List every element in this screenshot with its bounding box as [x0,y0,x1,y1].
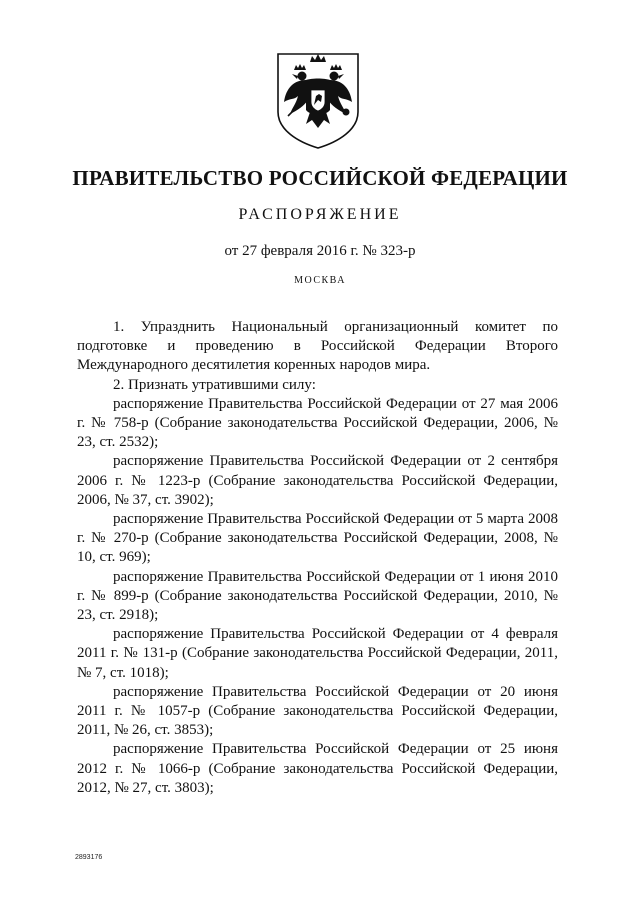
paragraph-revoked-2012-1066: распоряжение Правительства Российской Федерации от 25 июня 2012 г. № 1066-р (Собрание законодательства Российской Федерации, 2012, № 27, ст. 3803); [77,741,558,796]
paragraph-item-1: 1. Упразднить Национальный организационный комитет по подготовке и проведению в Российской Федерации Второго Международного десятилетия коренных народов мира. [77,319,558,374]
paragraph-revoked-2006-1223: распоряжение Правительства Российской Федерации от 2 сентября 2006 г. № 1223-р (Собрание законодательства Российской Федерации, 2006, № 37, ст. 3902); [77,453,558,508]
paragraph-revoked-2006-758: распоряжение Правительства Российской Федерации от 27 мая 2006 г. № 758-р (Собрание законодательства Российской Федерации, 2006, № 23, ст. 2532); [77,395,558,451]
paragraph-revoked-2011-131: распоряжение Правительства Российской Федерации от 4 февраля 2011 г. № 131-р (Собрание законодательства Российской Федерации, 2011, № 7, ст. 1018); [77,626,558,681]
paragraph-revoked-2010-899: распоряжение Правительства Российской Федерации от 1 июня 2010 г. № 899-р (Собрание законодательства Российской Федерации, 2010, № 23, ст. 2918); [77,568,558,624]
government-title: ПРАВИТЕЛЬСТВО РОССИЙСКОЙ ФЕДЕРАЦИИ [72,166,568,190]
paragraph-item-2: 2. Признать утратившими силу: [113,376,316,393]
paragraph-revoked-2011-1057: распоряжение Правительства Российской Федерации от 20 июня 2011 г. № 1057-р (Собрание законодательства Российской Федерации, 2011, № 26, ст. 3853); [77,683,558,739]
document-type: РАСПОРЯЖЕНИЕ [238,206,402,223]
document-date-number: от 27 февраля 2016 г. № 323-р [224,243,416,259]
document-city: МОСКВА [294,275,346,286]
document-body [77,318,558,798]
paragraph-revoked-2008-270: распоряжение Правительства Российской Федерации от 5 марта 2008 г. № 270-р (Собрание законодательства Российской Федерации, 2008, № 10, ст. 969); [77,511,558,566]
russian-coat-of-arms-icon [272,50,364,150]
footer-document-code: 2893176 [75,854,103,861]
